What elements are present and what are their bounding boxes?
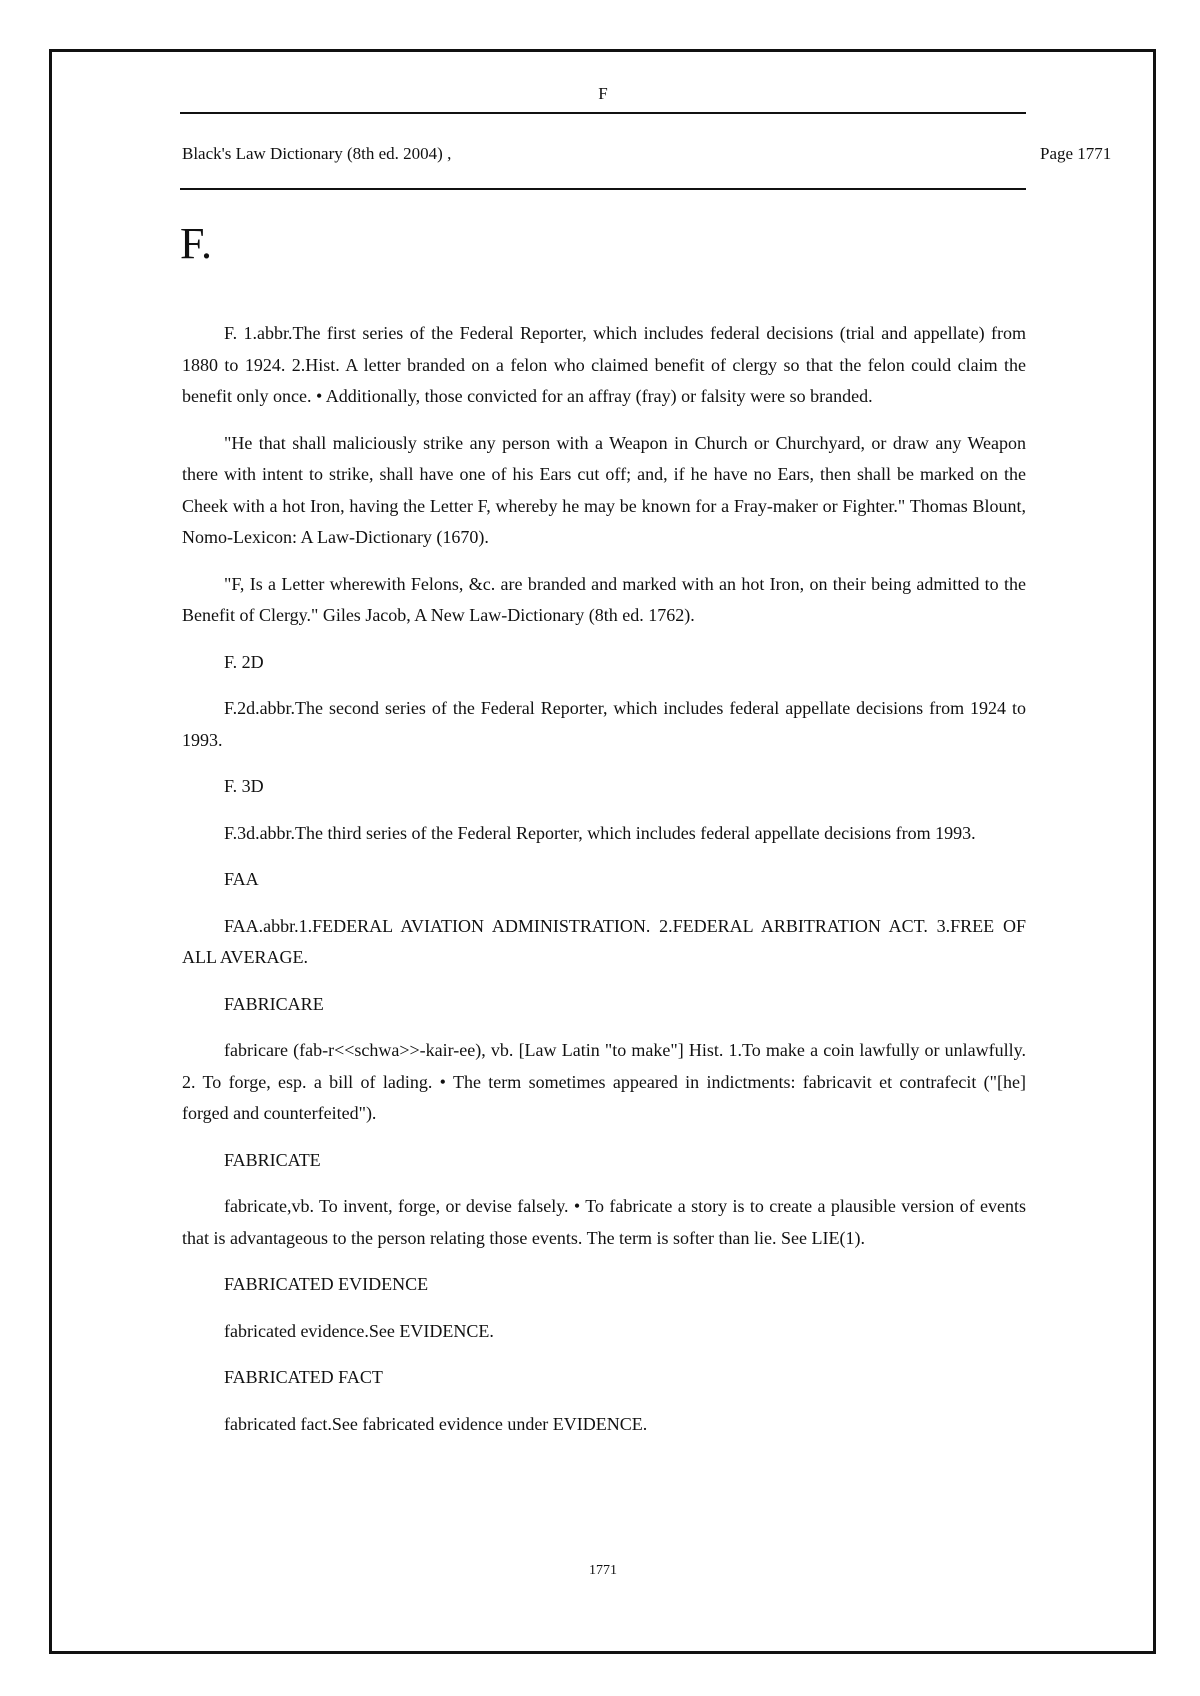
running-header-letter: F — [598, 84, 608, 103]
entry-definition: F. 1.abbr.The first series of the Federal Reporter, which includes federal decisions (trial and appellate) from 1880 to 1924. 2.Hist. A letter branded on a felon who claimed benefit of clergy so that the felon could claim the benefit only once. • Additionally, those convicted for an affray (fray) or falsity were so branded. — [182, 323, 1026, 406]
entry-term: FAA — [224, 869, 259, 889]
entry-definition: fabricate,vb. To invent, forge, or devise falsely. • To fabricate a story is to create a plausible version of events that is advantageous to the person relating those events. The term is softer than lie. See LIE(1). — [182, 1196, 1026, 1248]
entry-definition: fabricated evidence.See EVIDENCE. — [224, 1320, 494, 1341]
source-citation: Black's Law Dictionary (8th ed. 2004) , — [182, 144, 452, 163]
entry-definition: FAA.abbr.1.FEDERAL AVIATION ADMINISTRATION. 2.FEDERAL ARBITRATION ACT. 3.FREE OF ALL AVERAGE. — [182, 915, 1026, 967]
entry-definition: F.2d.abbr.The second series of the Federal Reporter, which includes federal appellate decisions from 1924 to 1993. — [182, 698, 1026, 750]
entry-quotation: "F, Is a Letter wherewith Felons, &c. are branded and marked with an hot Iron, on their being admitted to the Benefit of Clergy." Giles Jacob, A New Law-Dictionary (8th ed. 1762). — [182, 573, 1026, 625]
entry-definition: fabricated fact.See fabricated evidence under EVIDENCE. — [224, 1413, 648, 1434]
footer-page-number: 1771 — [589, 1563, 617, 1578]
entry-term: FABRICATED FACT — [224, 1367, 383, 1387]
page-label: Page 1771 — [1040, 144, 1112, 163]
section-letter: F. — [180, 219, 212, 268]
entry-term: FABRICATE — [224, 1149, 321, 1170]
dictionary-entries — [182, 318, 1026, 1455]
entry-term: F. 3D — [224, 776, 264, 796]
entry-term: FABRICARE — [224, 993, 324, 1014]
entry-definition: fabricare (fab-r<<schwa>>-kair-ee), vb. [Law Latin "to make"] Hist. 1.To make a coin lawfully or unlawfully. 2. To forge, esp. a bill of lading. • The term sometimes appeared in indictments: fabricavit et contrafecit ("[he] forged and counterfeited"). — [182, 1040, 1026, 1123]
entry-quotation: "He that shall maliciously strike any person with a Weapon in Church or Churchyard, or draw any Weapon there with intent to strike, shall have one of his Ears cut off; and, if he have no Ears, then shall be marked on the Cheek with a hot Iron, having the Letter F, whereby he may be known for a Fray-maker or Fighter." Thomas Blount, Nomo-Lexicon: A Law-Dictionary (1670). — [182, 432, 1026, 547]
entry-definition: F.3d.abbr.The third series of the Federal Reporter, which includes federal appellate decisions from 1993. — [224, 822, 976, 843]
header-rule-top — [180, 112, 1026, 114]
entry-term: FABRICATED EVIDENCE — [224, 1274, 429, 1294]
header-rule-bottom — [180, 188, 1026, 190]
entry-term: F. 2D — [224, 651, 264, 672]
